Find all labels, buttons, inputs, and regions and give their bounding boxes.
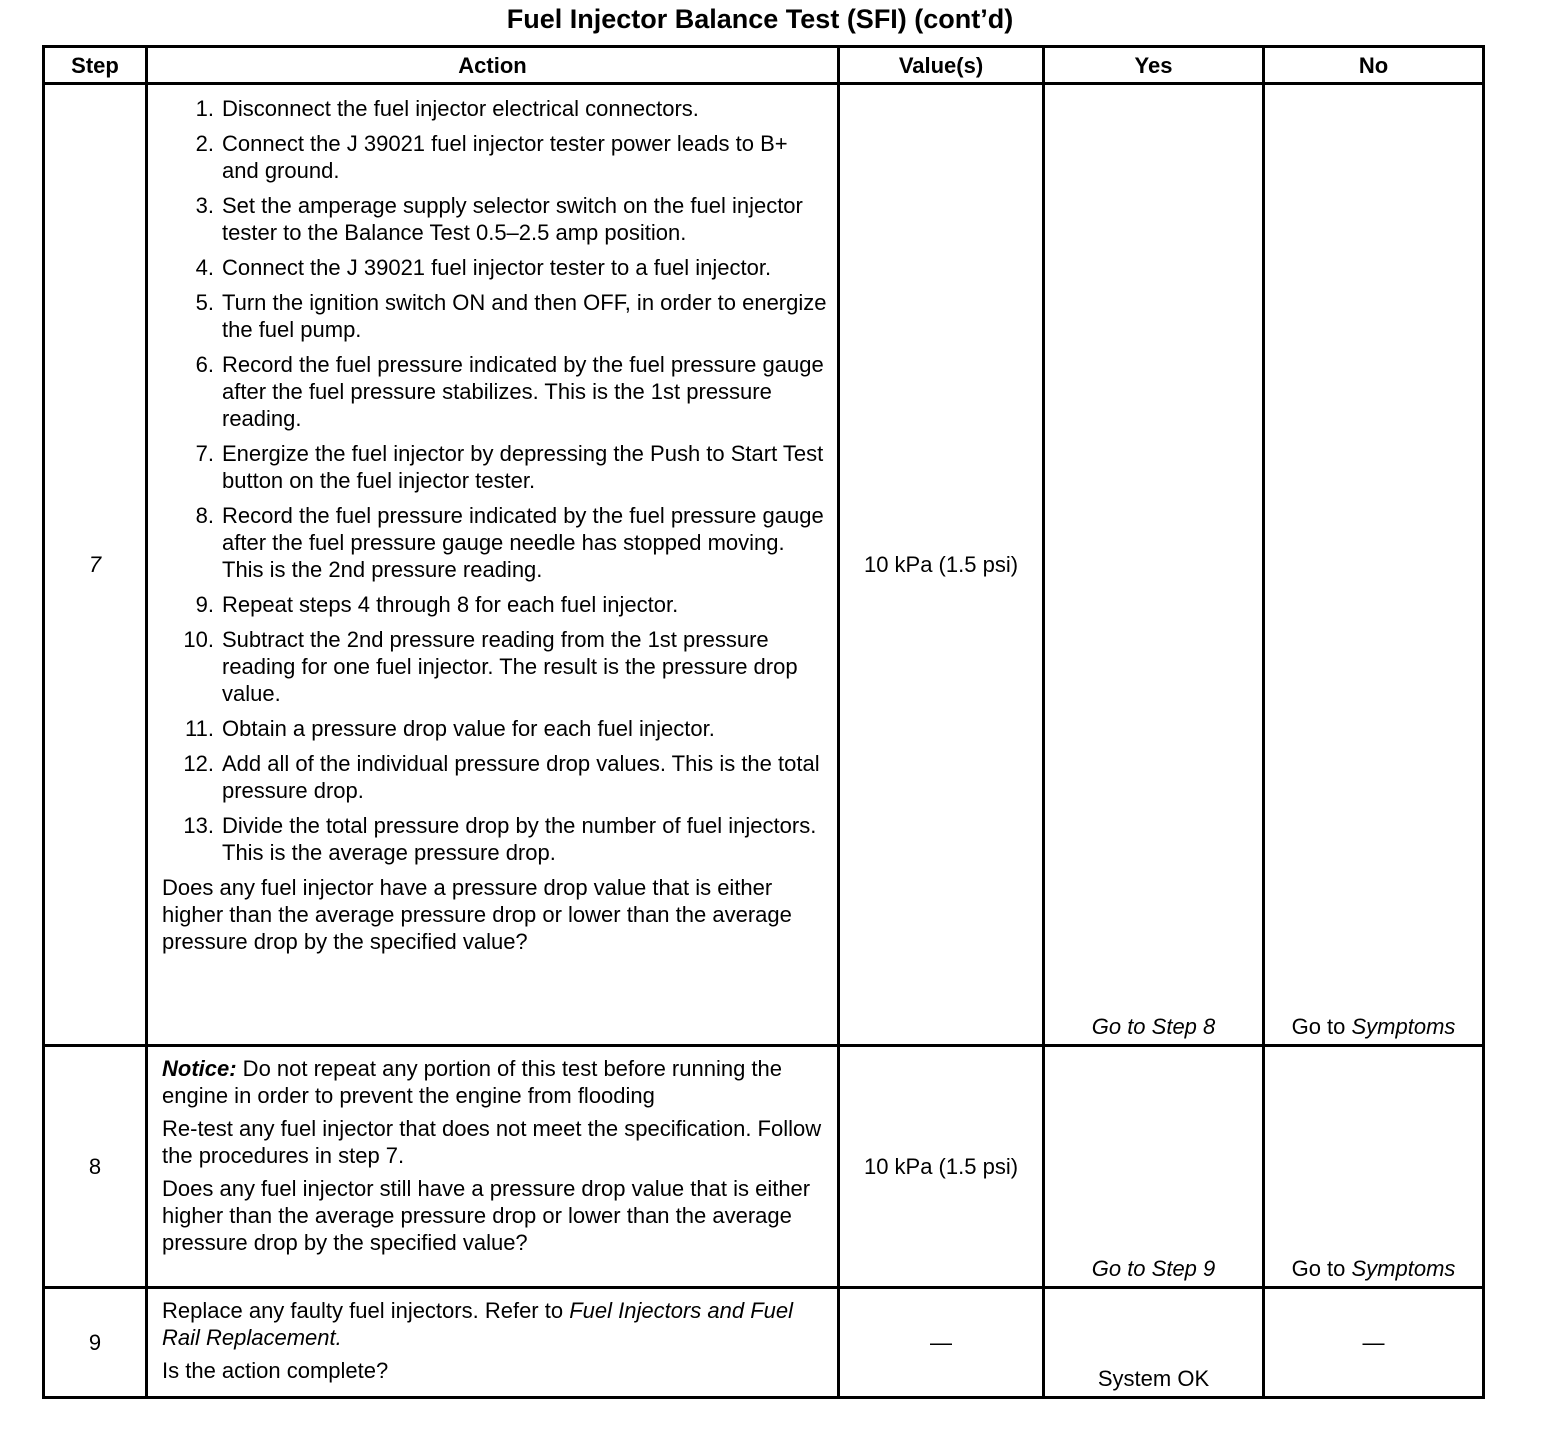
no-cell: Go to Symptoms — [1264, 1046, 1484, 1288]
list-item: 11. Obtain a pressure drop value for each fuel injector. — [185, 716, 715, 741]
notice-paragraph: Notice: Do not repeat any portion of this test before running the engine in order to prevent the engine from flooding — [162, 1056, 783, 1108]
table-row-step-7 — [44, 84, 1484, 1046]
yes-cell: Go to Step 9 — [1044, 1046, 1264, 1288]
procedure-table — [42, 45, 1485, 1399]
question-text: Does any fuel injector still have a pressure drop value that is either higher than the average pressure drop or lower than the average pressure drop by the specified value? — [162, 1176, 811, 1255]
replace-paragraph: Replace any faulty fuel injectors. Refer to Fuel Injectors and Fuel Rail Replacement. — [162, 1298, 793, 1350]
action-cell — [147, 84, 839, 1046]
list-item: 10. Subtract the 2nd pressure reading from the 1st pressure reading for one fuel injector. The result is the pressure drop value. — [183, 627, 798, 706]
action-cell — [147, 1288, 839, 1398]
question-text: Does any fuel injector have a pressure drop value that is either higher than the average pressure drop or lower than the average pressure drop by the specified value? — [162, 875, 792, 954]
step-number: 8 — [44, 1046, 147, 1288]
value-cell: 10 kPa (1.5 psi) — [839, 1046, 1044, 1288]
page-title: Fuel Injector Balance Test (SFI) (cont’d) — [506, 4, 1014, 34]
list-item: 1. Disconnect the fuel injector electrical connectors. — [195, 96, 699, 121]
header-row — [44, 47, 1484, 84]
question-text: Is the action complete? — [162, 1358, 389, 1383]
action-cell — [147, 1046, 839, 1288]
list-item: 12. Add all of the individual pressure drop values. This is the total pressure drop. — [183, 751, 820, 803]
header-step: Step — [44, 47, 147, 84]
value-cell: — — [839, 1288, 1044, 1398]
step-number: 9 — [44, 1288, 147, 1398]
list-item: 5. Turn the ignition switch ON and then OFF, in order to energize the fuel pump. — [195, 290, 827, 342]
list-item: 8. Record the fuel pressure indicated by the fuel pressure gauge after the fuel pressure gauge needle has stopped moving. This is the 2nd pressure reading. — [195, 503, 824, 582]
header-values: Value(s) — [839, 47, 1044, 84]
yes-cell: System OK — [1044, 1288, 1264, 1398]
retest-paragraph: Re-test any fuel injector that does not meet the specification. Follow the procedures in step 7. — [162, 1116, 822, 1168]
step-number: 7 — [44, 84, 147, 1046]
action-list — [162, 95, 827, 866]
list-item: 2. Connect the J 39021 fuel injector tester power leads to B+ and ground. — [195, 131, 788, 183]
header-yes: Yes — [1044, 47, 1264, 84]
value-cell: 10 kPa (1.5 psi) — [839, 84, 1044, 1046]
table-row-step-9 — [44, 1288, 1484, 1398]
symptoms-reference: Symptoms — [1351, 1256, 1456, 1281]
yes-cell: Go to Step 8 — [1044, 84, 1264, 1046]
symptoms-reference: Symptoms — [1351, 1014, 1456, 1039]
list-item: 3. Set the amperage supply selector switch on the fuel injector tester to the Balance Test 0.5–2.5 amp position. — [195, 193, 803, 245]
list-item: 4. Connect the J 39021 fuel injector tester to a fuel injector. — [195, 255, 772, 280]
list-item: 6. Record the fuel pressure indicated by the fuel pressure gauge after the fuel pressure stabilizes. This is the 1st pressure reading. — [195, 352, 824, 431]
list-item: 7. Energize the fuel injector by depressing the Push to Start Test button on the fuel injector tester. — [195, 441, 824, 493]
table-row-step-8 — [44, 1046, 1484, 1288]
procedure-reference: Fuel Injectors and Fuel Rail Replacement. — [162, 1298, 793, 1350]
header-action: Action — [147, 47, 839, 84]
header-no: No — [1264, 47, 1484, 84]
list-item: 13. Divide the total pressure drop by the number of fuel injectors. This is the average pressure drop. — [183, 813, 817, 865]
notice-label: Notice: — [162, 1056, 237, 1081]
no-cell: — — [1264, 1288, 1484, 1398]
list-item: 9. Repeat steps 4 through 8 for each fuel injector. — [195, 592, 679, 617]
no-cell: Go to Symptoms — [1264, 84, 1484, 1046]
